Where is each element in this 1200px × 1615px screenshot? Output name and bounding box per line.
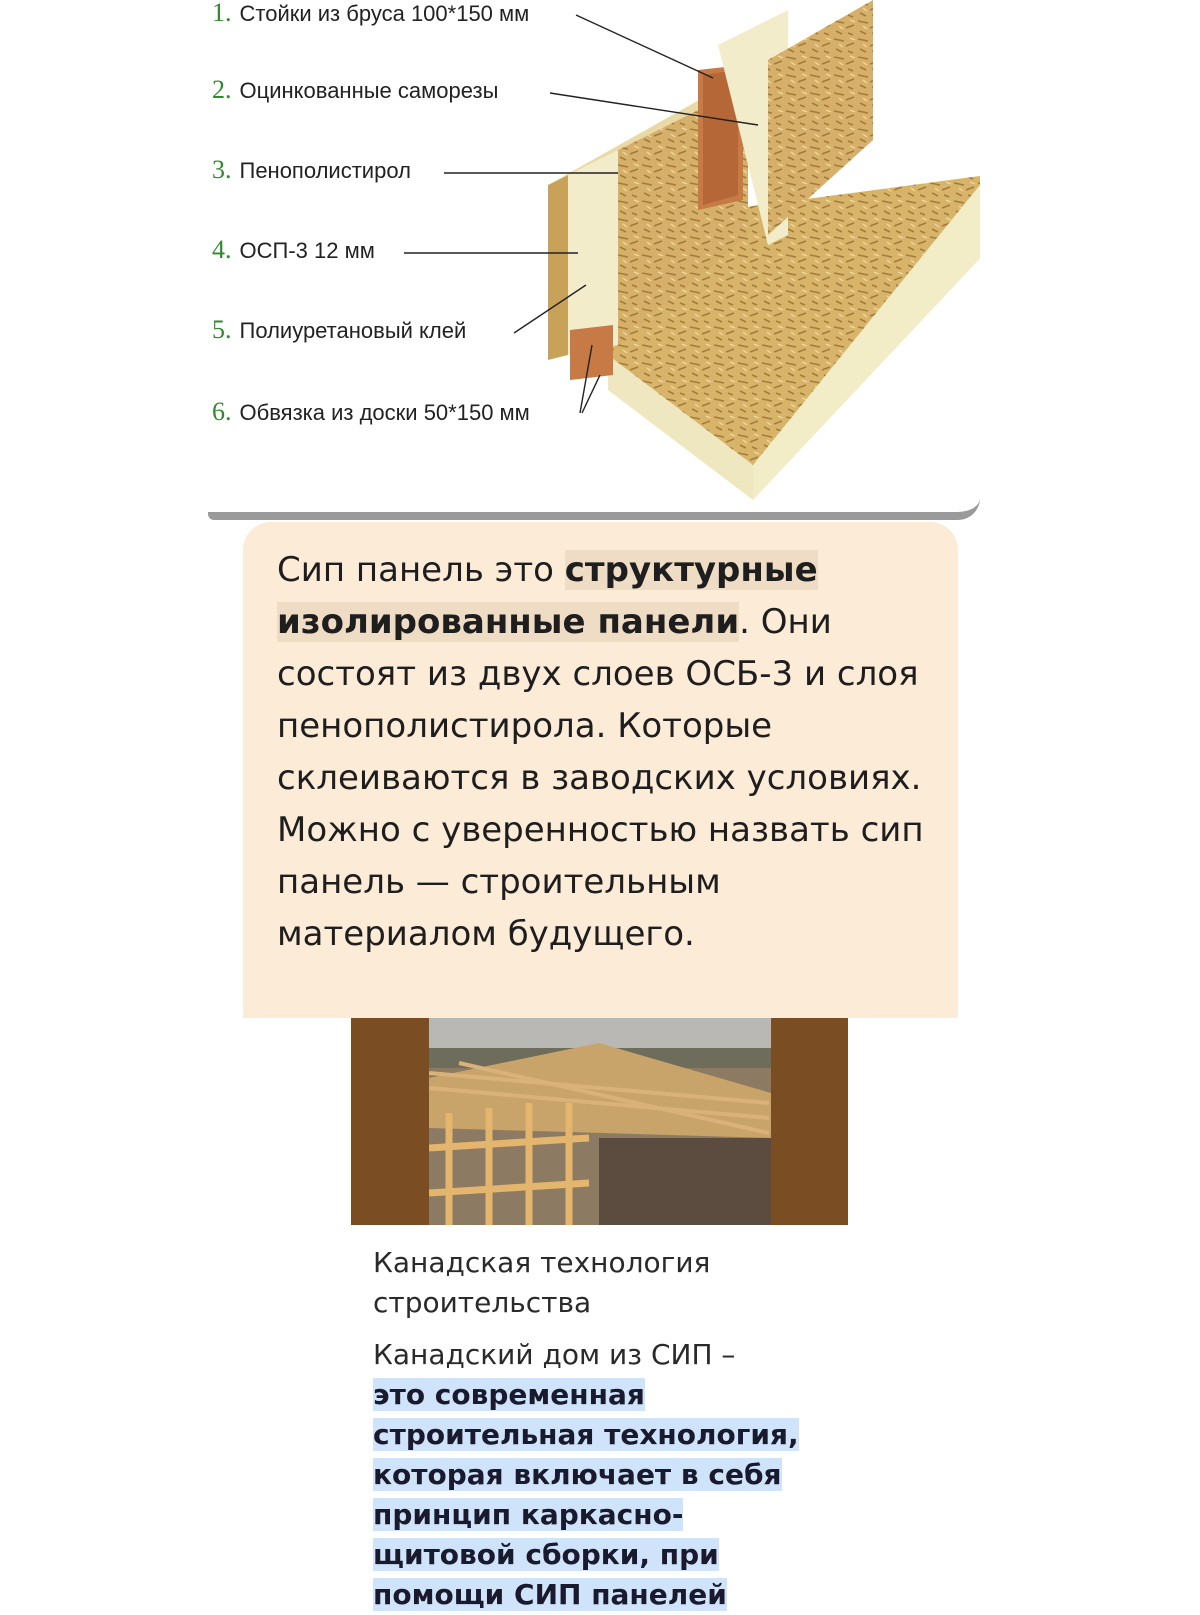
definition-highlight: структурные изолированные панели xyxy=(277,550,818,642)
legend-number: 2. xyxy=(212,75,232,104)
sip-definition-text xyxy=(277,544,927,960)
selected-line: это современная xyxy=(373,1378,645,1411)
sip-definition-card xyxy=(243,522,958,1018)
legend-item-screws xyxy=(212,73,498,107)
selected-line: помощи СИП панелей xyxy=(373,1578,727,1611)
sip-panel-diagram xyxy=(208,0,980,520)
photo-caption: Канадская технология строительства xyxy=(373,1246,711,1319)
definition-text-rest: . Они состоят из двух слоев ОСБ-3 и слоя пенополистирола. Которые склеиваются в заводских условиях. Можно с уверенностью назвать сип панель — строительным материалом будущего. xyxy=(277,602,924,954)
selected-text[interactable] xyxy=(373,1375,843,1615)
legend-label: Пенополистирол xyxy=(239,158,411,183)
selected-line: щитовой сборки, при xyxy=(373,1538,719,1571)
article-intro: Канадский дом из СИП – xyxy=(373,1338,736,1371)
legend-item-studs xyxy=(212,0,529,30)
frame-house-photo xyxy=(429,1018,771,1225)
legend-label: Стойки из бруса 100*150 мм xyxy=(239,1,530,26)
legend-number: 4. xyxy=(212,235,232,264)
construction-photo[interactable] xyxy=(351,1018,848,1225)
legend-item-glue xyxy=(212,313,466,347)
selected-line: которая включает в себя xyxy=(373,1458,782,1491)
legend-number: 5. xyxy=(212,315,232,344)
selected-line: строительная технология, xyxy=(373,1418,799,1451)
legend-label: Полиуретановый клей xyxy=(239,318,467,343)
legend-number: 1. xyxy=(212,0,232,27)
definition-text-start: Сип панель это xyxy=(277,550,565,590)
selected-line: принцип каркасно- xyxy=(373,1498,684,1531)
legend-label: Оцинкованные саморезы xyxy=(239,78,499,103)
article-body xyxy=(373,1335,843,1615)
legend-label: ОСП-3 12 мм xyxy=(239,238,375,263)
legend-label: Обвязка из доски 50*150 мм xyxy=(239,400,530,425)
legend-item-plate xyxy=(212,395,530,429)
legend-number: 6. xyxy=(212,397,232,426)
legend-item-osb xyxy=(212,233,375,267)
legend-item-polystyrene xyxy=(212,153,411,187)
legend-number: 3. xyxy=(212,155,232,184)
